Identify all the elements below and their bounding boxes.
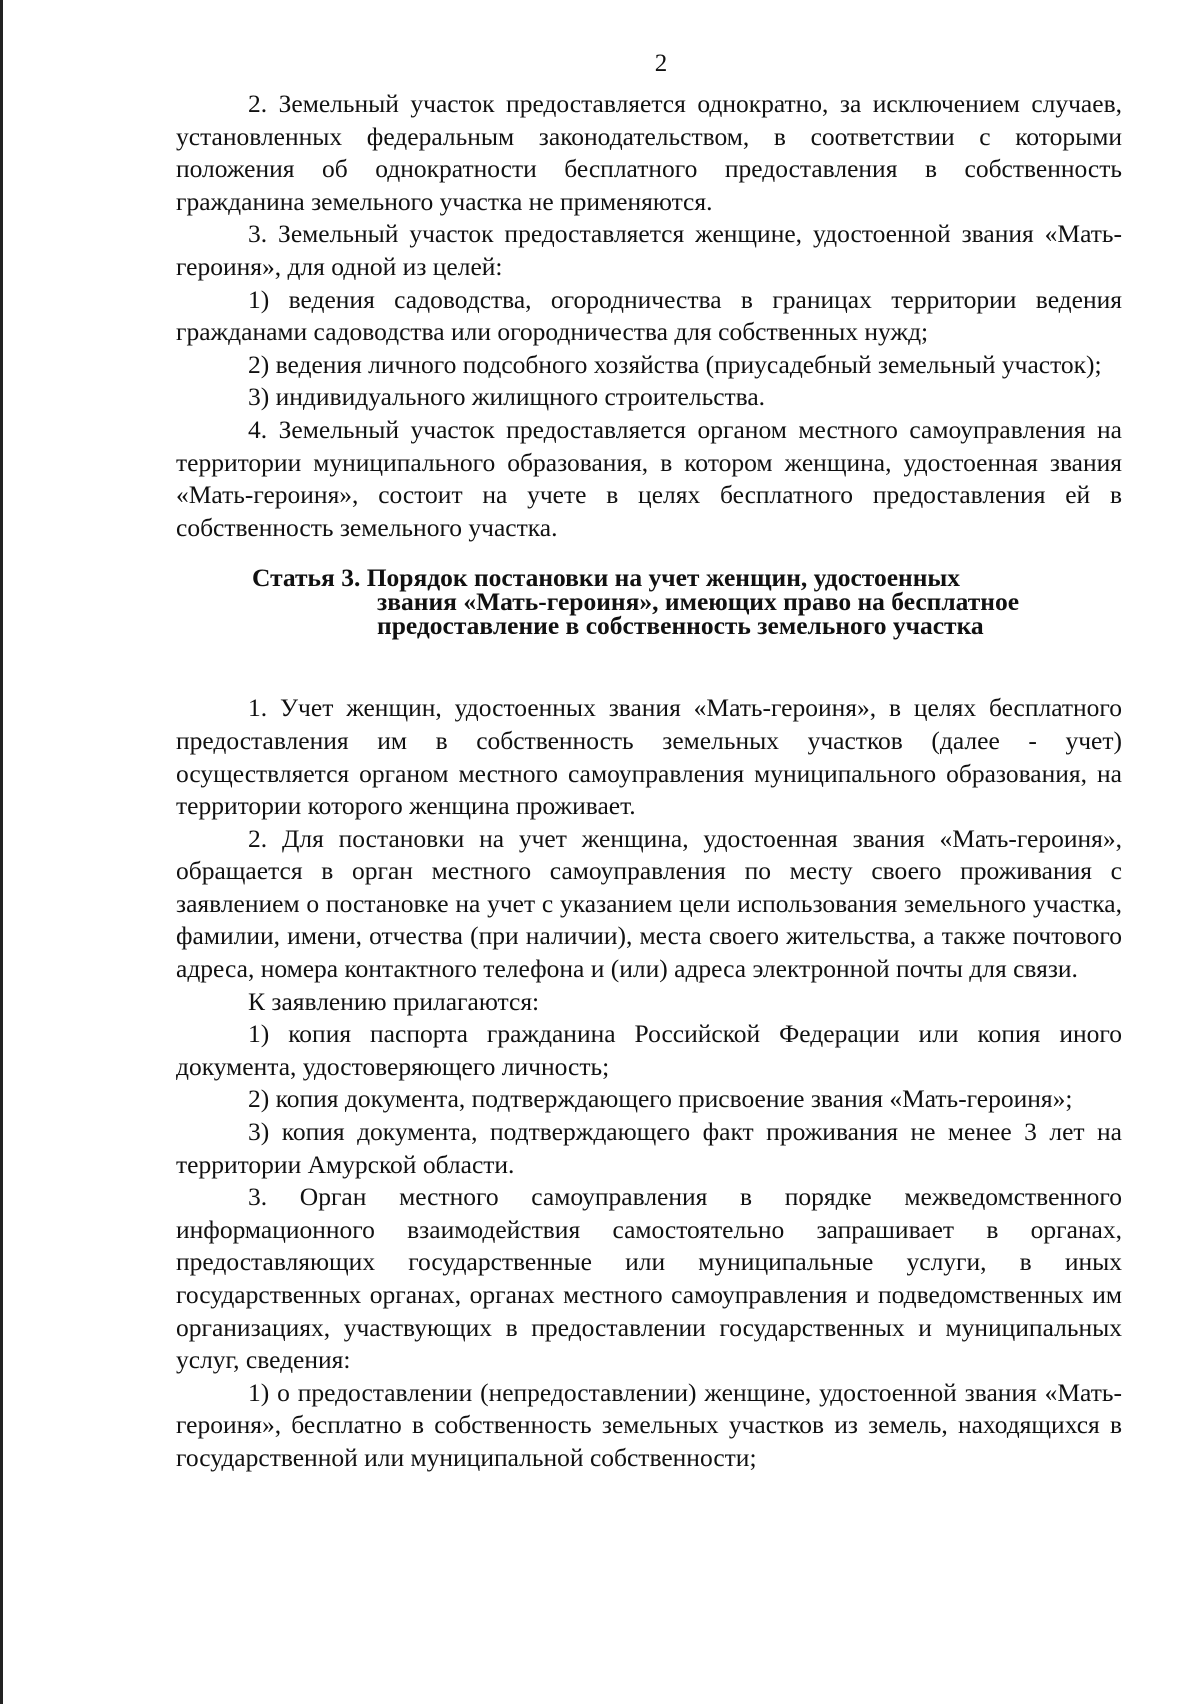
paragraph-land-once: 2. Земельный участок предоставляется однократно, за исключением случаев, установленных федеральным законодательством, в соответствии с которыми положения об однократности бесплатного предоставления в собственность гражданина земельного участка не применяются.: [176, 89, 1122, 216]
list-item-provision-info: 1) о предоставлении (непредоставлении) женщине, удостоенной звания «Мать-героиня», бесплатно в собственность земельных участков из земель, находящихся в государственной или муниципальной собственности;: [176, 1377, 1122, 1472]
article-heading-line-3: предоставление в собственность земельного участка: [377, 611, 984, 641]
section-article: [176, 692, 1122, 1474]
document-page: [176, 48, 1122, 1475]
scan-left-edge: [0, 0, 3, 1704]
paragraph-application: 2. Для постановки на учет женщина, удостоенная звания «Мать-героиня», обращается в орган местного самоуправления по месту своего проживания с заявлением о постановке на учет с указанием цели использования земельного участка, фамилии, имени, отчества (при наличии), места своего жительства, а также почтового адреса, номера контактного телефона и (или) адреса электронной почты для связи.: [176, 823, 1122, 984]
list-item-residence-document: 3) копия документа, подтверждающего факт проживания не менее 3 лет на территории Амурской области.: [176, 1117, 1122, 1179]
article-heading-line-2: звания «Мать-героиня», имеющих право на бесплатное: [377, 587, 1020, 617]
paragraph-attachments-intro: К заявлению прилагаются:: [248, 986, 540, 1016]
paragraph-local-authority: 4. Земельный участок предоставляется органом местного самоуправления на территории муниципального образования, в котором женщина, удостоенная звания «Мать-героиня», состоит на учете в целях бесплатного предоставления ей в собственность земельного участка.: [176, 414, 1122, 542]
list-item-passport: 1) копия паспорта гражданина Российской Федерации или копия иного документа, удостоверяющего личность;: [176, 1019, 1122, 1081]
article-heading-line-1: Статья 3. Порядок постановки на учет женщин, удостоенных: [252, 563, 961, 593]
paragraph-registration: 1. Учет женщин, удостоенных звания «Мать-героиня», в целях бесплатного предоставления им в собственность земельных участков (далее - учет) осуществляется органом местного самоуправления муниципального образования, на территории которого женщина проживает.: [176, 693, 1122, 821]
list-item-gardening: 1) ведения садоводства, огородничества в границах территории ведения гражданами садоводства или огородничества для собственных нужд;: [176, 284, 1122, 347]
list-item-title-document: 2) копия документа, подтверждающего присвоение звания «Мать-героиня»;: [248, 1084, 1073, 1114]
section-top: [176, 88, 1122, 544]
page-number: 2: [654, 50, 668, 77]
article-heading: [252, 563, 1122, 641]
list-item-household: 2) ведения личного подсобного хозяйства (приусадебный земельный участок);: [248, 349, 1102, 379]
paragraph-land-purposes: 3. Земельный участок предоставляется женщине, удостоенной звания «Мать-героиня», для одной из целей:: [176, 219, 1122, 281]
paragraph-interagency: 3. Орган местного самоуправления в порядке межведомственного информационного взаимодействия самостоятельно запрашивает в органах, предоставляющих государственные или муниципальные услуги, в иных государственных органах, органах местного самоуправления и подведомственных им организациях, участвующих в предоставлении государственных и муниципальных услуг, сведения:: [176, 1182, 1122, 1375]
list-item-housing: 3) индивидуального жилищного строительства.: [248, 382, 766, 412]
